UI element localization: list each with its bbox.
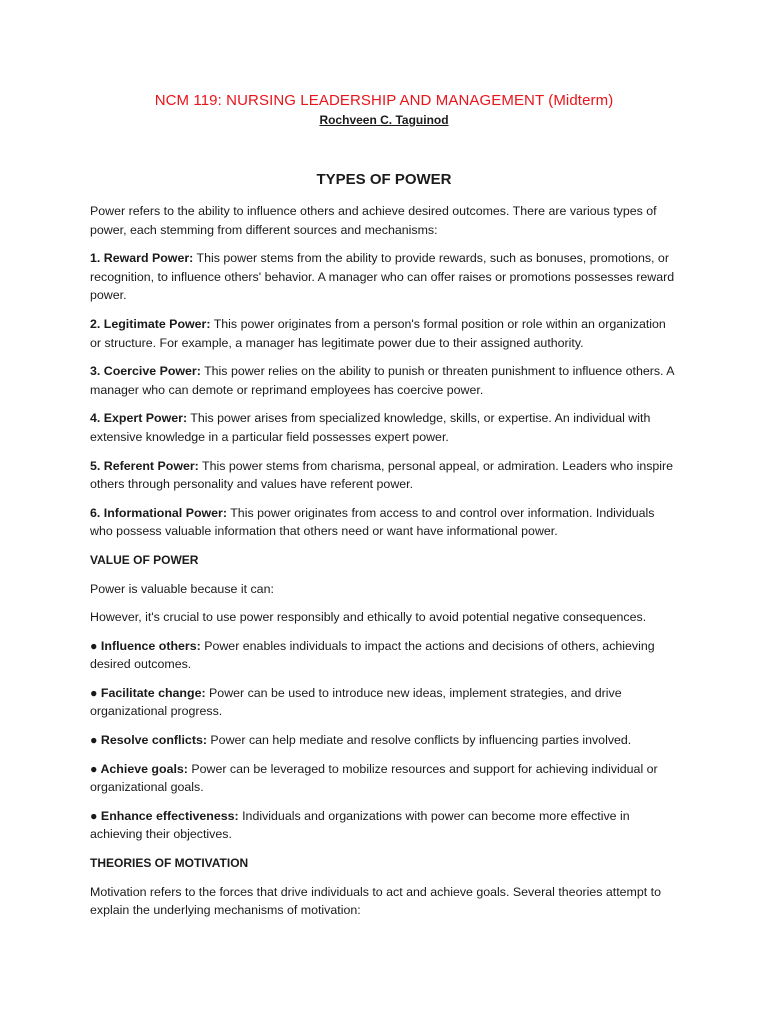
- power-type-label: 3. Coercive Power:: [90, 364, 201, 379]
- value-bullet-label: ● Achieve goals:: [90, 761, 188, 776]
- value-bullet-label: ● Enhance effectiveness:: [90, 808, 239, 823]
- value-bullet-label: ● Facilitate change:: [90, 685, 206, 700]
- value-line-2: However, it's crucial to use power responsibly and ethically to avoid potential negative consequences.: [90, 610, 647, 625]
- value-of-power-heading: VALUE OF POWER: [90, 552, 199, 567]
- value-bullet: [90, 807, 680, 844]
- document-body: [90, 202, 680, 930]
- power-type-item: [90, 504, 680, 541]
- power-type-item: [90, 249, 680, 305]
- theories-intro: Motivation refers to the forces that drive individuals to act and achieve goals. Several theories attempt to explain the underlying mechanisms of motivation:: [90, 884, 661, 918]
- value-bullet: [90, 731, 680, 750]
- value-bullet-label: ● Resolve conflicts:: [90, 733, 207, 748]
- intro-paragraph: Power refers to the ability to influence others and achieve desired outcomes. There are various types of power, each stemming from different sources and mechanisms:: [90, 204, 657, 237]
- value-bullet: [90, 684, 680, 721]
- power-type-label: 1. Reward Power:: [90, 251, 194, 266]
- value-bullet-label: ● Influence others:: [90, 638, 201, 653]
- power-type-text: This power stems from the ability to provide rewards, such as bonuses, promotions, or recognition, to influence others' behavior. A manager who can offer raises or promotions possesses reward power.: [90, 251, 675, 303]
- value-bullet-text: Power can help mediate and resolve conflicts by influencing parties involved.: [206, 733, 632, 748]
- value-bullet: [90, 637, 680, 674]
- value-bullet-text: Power can be used to introduce new ideas, implement strategies, and drive organizational progress.: [90, 685, 622, 719]
- power-type-label: 4. Expert Power:: [90, 411, 188, 426]
- value-line-1: Power is valuable because it can:: [90, 581, 274, 596]
- value-bullet-text: Power enables individuals to impact the actions and decisions of others, achieving desired outcomes.: [90, 638, 655, 672]
- power-type-text: This power originates from a person's formal position or role within an organization or structure. For example, a manager has legitimate power due to their assigned authority.: [90, 316, 666, 350]
- document-title: NCM 119: NURSING LEADERSHIP AND MANAGEMENT (Midterm): [154, 92, 614, 109]
- power-type-item: [90, 409, 680, 446]
- power-type-label: 5. Referent Power:: [90, 458, 199, 473]
- author-name: Rochveen C. Taguinod: [319, 113, 449, 127]
- theories-heading: THEORIES OF MOTIVATION: [90, 856, 249, 871]
- section-title: TYPES OF POWER: [316, 171, 452, 188]
- value-bullet-text: Power can be leveraged to mobilize resources and support for achieving individual or organizational goals.: [90, 761, 658, 795]
- power-type-text: This power relies on the ability to punish or threaten punishment to influence others. A manager who can demote or reprimand employees has coercive power.: [90, 364, 674, 397]
- power-type-item: [90, 457, 680, 494]
- power-type-text: This power stems from charisma, personal appeal, or admiration. Leaders who inspire others through personality and values have referent power.: [90, 458, 674, 492]
- power-type-text: This power originates from access to and control over information. Individuals who possess valuable information that others need or want have informational power.: [90, 505, 655, 539]
- value-bullet-text: Individuals and organizations with power can become more effective in achieving their objectives.: [90, 808, 630, 842]
- power-type-item: [90, 362, 680, 399]
- value-bullet: [90, 760, 680, 797]
- power-type-label: 2. Legitimate Power:: [90, 316, 211, 331]
- power-type-label: 6. Informational Power:: [90, 505, 228, 520]
- power-type-text: This power arises from specialized knowledge, skills, or expertise. An individual with extensive knowledge in a particular field possesses expert power.: [90, 411, 651, 444]
- power-type-item: [90, 315, 680, 352]
